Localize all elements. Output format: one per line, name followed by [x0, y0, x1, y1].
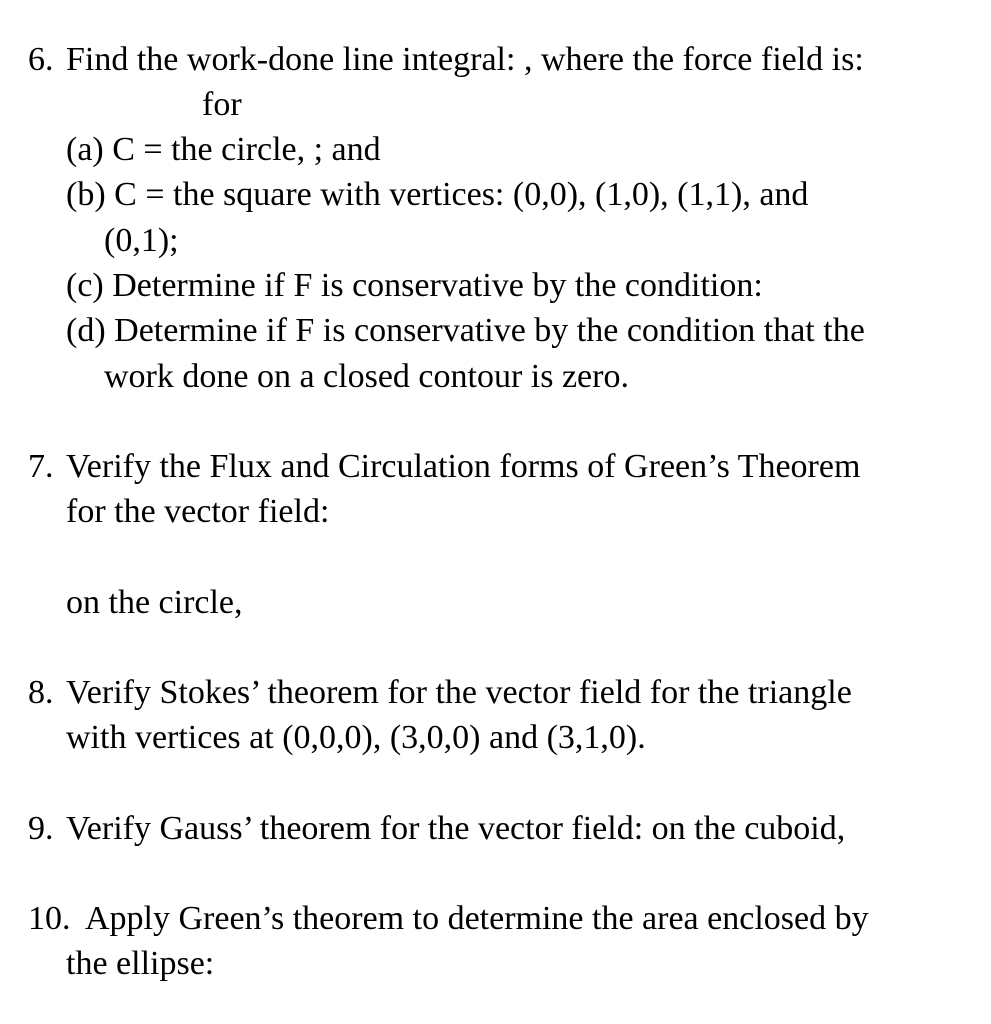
problem-9-number: 9. [28, 810, 54, 847]
problem-8-number: 8. [28, 674, 54, 711]
problem-8-line-1: Verify Stokes’ theorem for the vector field for the triangle [66, 674, 852, 711]
problem-9-line-1: Verify Gauss’ theorem for the vector field: on the cuboid, [66, 810, 846, 847]
problem-7-line-3: on the circle, [66, 584, 243, 621]
problem-6-part-b: (b) C = the square with vertices: (0,0), (1,0), (1,1), and [66, 176, 809, 213]
problem-10-line-1: Apply Green’s theorem to determine the area enclosed by [85, 900, 869, 937]
problem-10-number: 10. [28, 900, 71, 937]
problem-6-line-1: Find the work-done line integral: , where the force field is: [66, 41, 864, 78]
problem-6-part-a: (a) C = the circle, ; and [66, 131, 381, 168]
problem-10-line-2: the ellipse: [66, 945, 215, 982]
problem-7-number: 7. [28, 448, 54, 485]
problem-6-line-2: for [202, 86, 242, 123]
problem-7-line-2: for the vector field: [66, 493, 330, 530]
problem-7-line-1: Verify the Flux and Circulation forms of Green’s Theorem [66, 448, 861, 485]
problem-6-part-d: (d) Determine if F is conservative by the condition that the [66, 312, 865, 349]
problem-6-part-b-cont: (0,1); [104, 222, 179, 259]
problem-6-part-d-cont: work done on a closed contour is zero. [104, 358, 629, 395]
problem-6-number: 6. [28, 41, 54, 78]
problem-6-part-c: (c) Determine if F is conservative by the condition: [66, 267, 763, 304]
problem-8-line-2: with vertices at (0,0,0), (3,0,0) and (3,1,0). [66, 719, 646, 756]
